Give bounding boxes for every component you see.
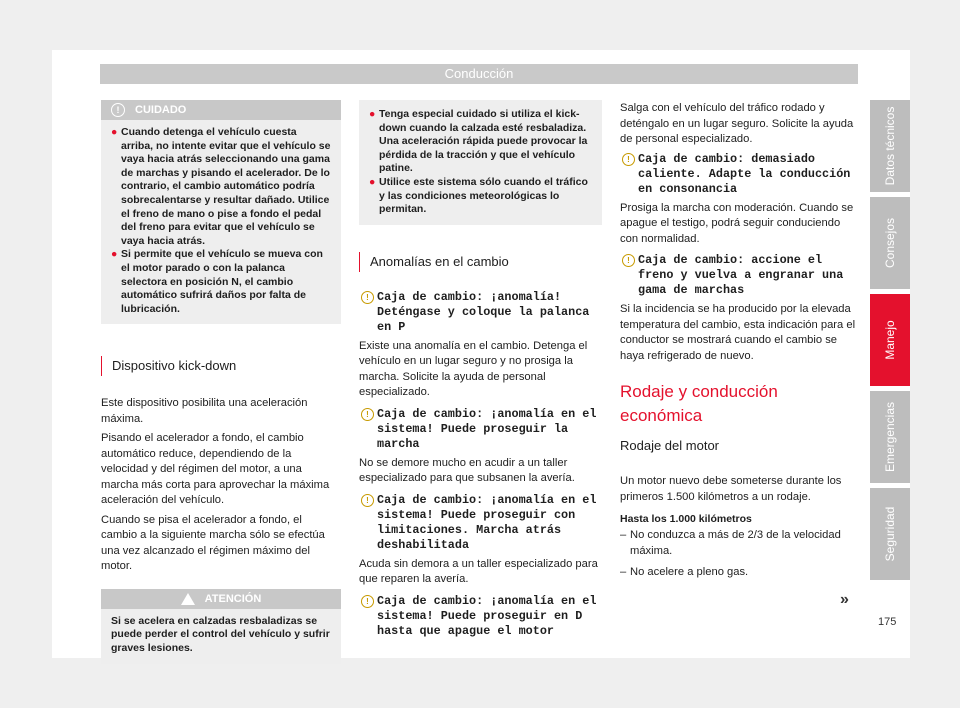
- paragraph: No se demore mucho en acudir a un taller especializado para que subsanen la avería.: [359, 456, 575, 485]
- paragraph: Existe una anomalía en el cambio. Detenga el vehículo en un lugar seguro y no prosiga la marcha. Solicite la ayuda de personal especializado.: [359, 339, 588, 399]
- warning-message: ! Caja de cambio: ¡anomalía en el sistema! Puede proseguir la marcha: [359, 407, 602, 452]
- warning-message: ! Caja de cambio: ¡anomalía! Deténgase y coloque la palanca en P: [359, 290, 602, 335]
- list-item: – No conduzca a más de 2/3 de la velocidad máxima.: [620, 529, 841, 557]
- paragraph: Pisando el acelerador a fondo, el cambio automático reduce, dependiendo de la velocidad y del régimen del motor, a una marcha más corta para aprovechar la máxima aceleración del vehículo.: [101, 432, 330, 507]
- column-1: [101, 100, 341, 664]
- paragraph: Prosiga la marcha con moderación. Cuando se apague el testigo, podrá seguir conduciendo con normalidad.: [620, 201, 854, 245]
- paragraph: Acuda sin demora a un taller especializado para que reparen la avería.: [359, 557, 598, 586]
- warning-message: ! Caja de cambio: accione el freno y vuelva a engranar una gama de marchas: [620, 253, 858, 298]
- attention-text: Si se acelera en calzadas resbaladizas se puede perder el control del vehículo y sufrir graves lesiones.: [111, 614, 330, 654]
- section-title-kickdown: Dispositivo kick-down: [101, 356, 341, 376]
- section-title-rodaje: Rodaje del motor: [620, 438, 719, 453]
- paragraph: Salga con el vehículo del tráfico rodado y deténgalo en un lugar seguro. Solicite la ayuda de personal especializado.: [620, 102, 854, 145]
- warning-lamp-icon: !: [622, 153, 635, 166]
- paragraph: Un motor nuevo debe someterse durante los primeros 1.500 kilómetros a un rodaje.: [620, 475, 842, 503]
- attention-header: ATENCIÓN: [101, 589, 341, 609]
- caution-bullet: ● Si permite que el vehículo se mueva con el motor parado o con la palanca selectora en posición N, el cambio automático sufrirá daños por falta de lubricación.: [111, 248, 323, 315]
- bold-subheading: Hasta los 1.000 kilómetros: [620, 513, 752, 525]
- caution-bullet: ● Cuando detenga el vehículo cuesta arriba, no intente evitar que el vehículo se vaya hacia atrás seleccionando una gama de marchas y pisando el acelerador. De lo contrario, el cambio automático podría sobrecalentarse y resultar dañado. Utilice el freno de mano o pise a fondo el pedal del freno para evitar que el vehículo se vaya hacia atrás.: [111, 126, 331, 247]
- page-number: 175: [878, 616, 897, 628]
- warning-icon: [181, 593, 195, 605]
- section-title-anomalias: Anomalías en el cambio: [359, 252, 602, 272]
- warning-message: ! Caja de cambio: demasiado caliente. Adapte la conducción en consonancia: [620, 152, 858, 197]
- chapter-title: Rodaje y conducción económica: [620, 382, 778, 425]
- caution-bullet: ● Tenga especial cuidado si utiliza el kick-down cuando la calzada esté resbaladiza. Una aceleración rápida puede provocar la pérdida de la tracción y que el vehículo patine.: [369, 108, 588, 175]
- page-header: Conducción: [100, 64, 858, 84]
- warning-message: ! Caja de cambio: ¡anomalía en el sistema! Puede proseguir con limitaciones. Marcha atrás deshabilitada: [359, 493, 602, 553]
- warning-message: ! Caja de cambio: ¡anomalía en el sistema! Puede proseguir en D hasta que apague el motor: [359, 594, 602, 639]
- warning-lamp-icon: !: [361, 494, 374, 507]
- column-2: [359, 100, 602, 639]
- paragraph: Si la incidencia se ha producido por la elevada temperatura del cambio, esta indicación para el conductor se mostrará cuando el cambio se haya refrigerado de nuevo.: [620, 303, 856, 362]
- warning-lamp-icon: !: [622, 254, 635, 267]
- column-3: [620, 101, 858, 581]
- continue-icon: »: [840, 591, 849, 608]
- tab-consejos[interactable]: Consejos: [870, 197, 910, 289]
- attention-box: [101, 589, 341, 664]
- tab-manejo[interactable]: Manejo: [870, 294, 910, 386]
- warning-lamp-icon: !: [361, 291, 374, 304]
- tab-seguridad[interactable]: Seguridad: [870, 488, 910, 580]
- paragraph: Este dispositivo posibilita una aceleración máxima.: [101, 397, 308, 425]
- caution-header: ! CUIDADO: [101, 100, 341, 120]
- caution-bullet: ● Utilice este sistema sólo cuando el tráfico y las condiciones meteorológicas lo permitan.: [369, 175, 588, 216]
- paragraph: Cuando se pisa el acelerador a fondo, el cambio a la siguiente marcha sólo se efectúa una vez alcanzado el régimen máximo del motor.: [101, 513, 325, 573]
- kickdown-caution-box: [359, 100, 602, 225]
- tab-datos-tecnicos[interactable]: Datos técnicos: [870, 100, 910, 192]
- caution-box: [101, 100, 341, 324]
- list-item: – No acelere a pleno gas.: [620, 566, 749, 578]
- warning-lamp-icon: !: [361, 595, 374, 608]
- tab-emergencias[interactable]: Emergencias: [870, 391, 910, 483]
- info-icon: !: [111, 103, 125, 117]
- warning-lamp-icon: !: [361, 408, 374, 421]
